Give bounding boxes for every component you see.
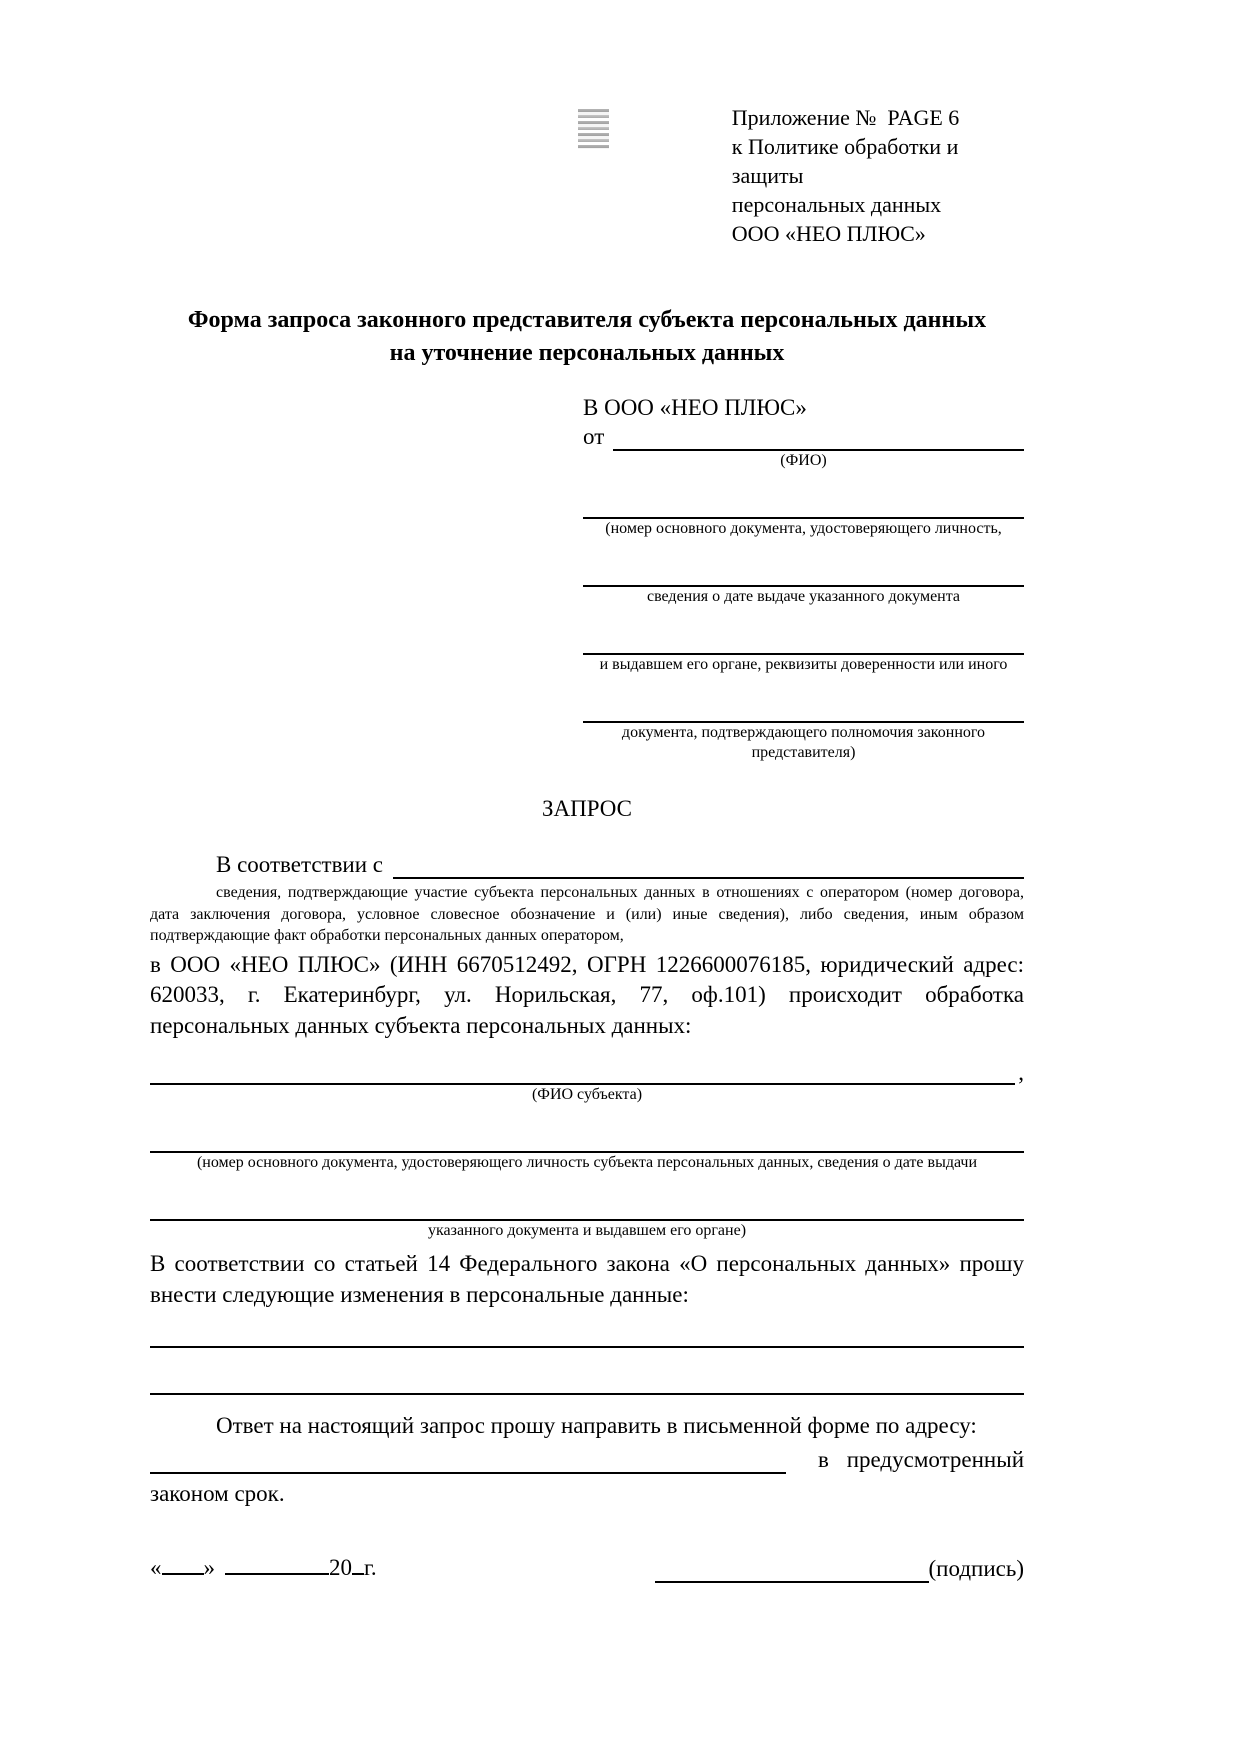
- representative-doc-line-3[interactable]: [583, 628, 1024, 655]
- date-block: [150, 1553, 377, 1583]
- date-quote-open: «: [150, 1555, 162, 1580]
- addressee-block: [583, 393, 1024, 763]
- from-label: от: [583, 424, 605, 449]
- date-year-prefix: 20: [329, 1555, 352, 1580]
- addressee-to: В ООО «НЕО ПЛЮС»: [583, 395, 807, 420]
- accordance-input-line[interactable]: [393, 853, 1024, 879]
- accordance-row: [150, 851, 1024, 879]
- subject-fio-caption: (ФИО субъекта): [531, 1086, 643, 1103]
- from-row: [583, 423, 1024, 451]
- form-title-line-2: на уточнение персональных данных: [389, 340, 785, 366]
- request-heading: ЗАПРОС: [541, 796, 633, 821]
- signature-line[interactable]: [655, 1561, 929, 1583]
- company-name: ООО «НЕО ПЛЮС»: [731, 221, 926, 246]
- date-month-line[interactable]: [225, 1553, 329, 1575]
- subject-doc-line-2[interactable]: [150, 1195, 1024, 1221]
- policy-line-2: персональных данных: [731, 192, 942, 217]
- signature-block: [655, 1555, 1024, 1583]
- answer-word-term: предусмотренный: [846, 1446, 1024, 1472]
- subject-fio-row: [150, 1059, 1024, 1085]
- subject-doc-line-1[interactable]: [150, 1127, 1024, 1153]
- accordance-footnote: сведения, подтверждающие участие субъекта персональных данных в отношениях с оператором (номер договора, дата заключения договора, условное словесное обозначение и (или) иные сведения), либо сведения, иным образом подтверждающие факт обработки персональных данных оператором,: [150, 884, 1024, 944]
- answer-address-row: [150, 1446, 1024, 1474]
- blurred-field-icon: [578, 109, 609, 149]
- date-day-line[interactable]: [162, 1553, 204, 1575]
- trailing-comma: ,: [1018, 1060, 1024, 1085]
- signature-caption: (подпись): [928, 1556, 1024, 1581]
- appendix-block: [732, 103, 1024, 248]
- doc-caption-1: (номер основного документа, удостоверяющего личность,: [605, 520, 1002, 537]
- changes-line-2[interactable]: [150, 1393, 1024, 1395]
- changes-line-1[interactable]: [150, 1346, 1024, 1348]
- subject-doc-caption-1: (номер основного документа, удостоверяющего личность субъекта персональных данных, сведения о дате выдачи: [196, 1154, 978, 1171]
- answer-address-line[interactable]: [150, 1448, 786, 1474]
- footer-row: [150, 1553, 1024, 1583]
- representative-doc-line-2[interactable]: [583, 560, 1024, 587]
- policy-line-1: к Политике обработки и защиты: [731, 134, 959, 188]
- doc-caption-4: документа, подтверждающего полномочия законного представителя): [621, 724, 986, 761]
- doc-caption-3: и выдавшем его органе, реквизиты доверенности или иного: [599, 656, 1008, 673]
- date-year-suffix: г.: [364, 1555, 377, 1580]
- representative-fio-line[interactable]: [613, 425, 1024, 451]
- date-year-line[interactable]: [352, 1553, 364, 1575]
- subject-fio-line[interactable]: [150, 1059, 1015, 1085]
- operator-paragraph: в ООО «НЕО ПЛЮС» (ИНН 6670512492, ОГРН 1226600076185, юридический адрес: 620033, г. Екатеринбург, ул. Норильская, 77, оф.101) происходит обработка персональных данных субъекта персональных данных:: [150, 951, 1024, 1038]
- date-quote-close: »: [203, 1555, 215, 1580]
- representative-doc-line-4[interactable]: [583, 696, 1024, 723]
- subject-doc-caption-2: указанного документа и выдавшем его органе): [427, 1222, 747, 1239]
- fio-caption: (ФИО): [780, 452, 827, 469]
- doc-caption-2: сведения о дате выдаче указанного документа: [646, 588, 961, 605]
- page-header: [150, 103, 1024, 248]
- form-title-line-1: Форма запроса законного представителя субъекта персональных данных: [187, 307, 987, 333]
- article-paragraph: В соответствии со статьей 14 Федерального закона «О персональных данных» прошу внести следующие изменения в персональные данные:: [150, 1251, 1024, 1307]
- answer-word-v: в: [818, 1446, 829, 1472]
- appendix-line: Приложение № PAGE 6: [731, 105, 960, 130]
- answer-tail-line: законом срок.: [150, 1480, 285, 1506]
- answer-paragraph: Ответ на настоящий запрос прошу направить в письменной форме по адресу:: [216, 1413, 977, 1438]
- representative-doc-line-1[interactable]: [583, 492, 1024, 519]
- answer-tail: [786, 1446, 1024, 1474]
- accordance-label: В соответствии с: [216, 852, 384, 877]
- form-title: [150, 304, 1024, 370]
